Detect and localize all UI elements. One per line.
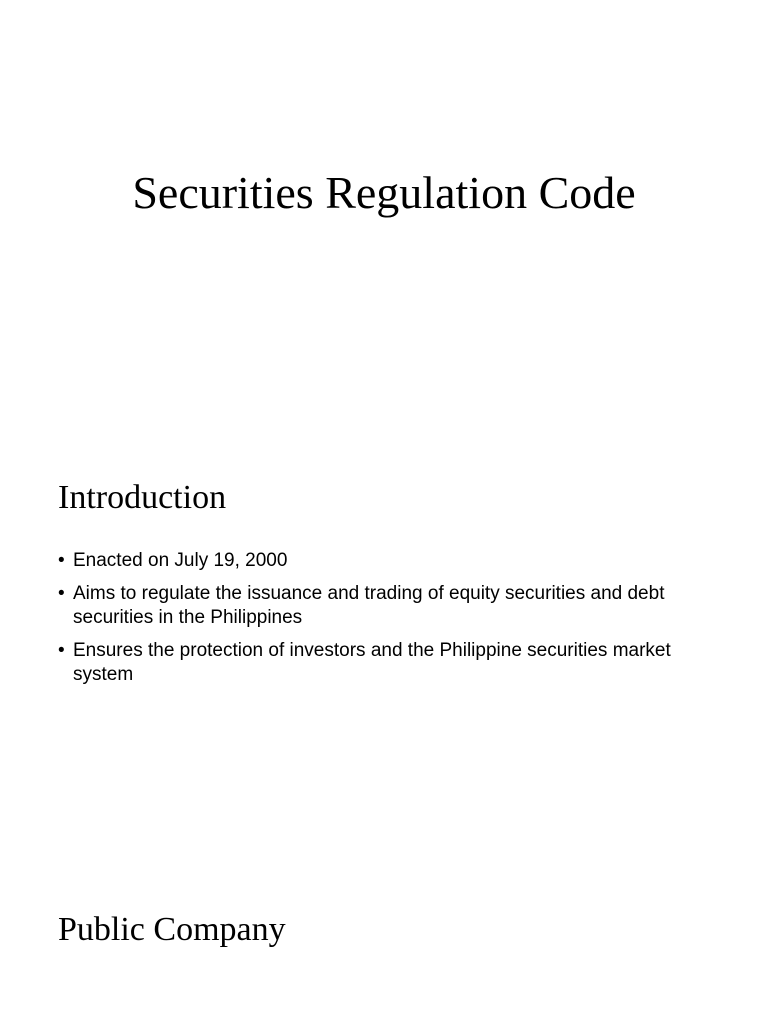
bullet-text: Enacted on July 19, 2000 (73, 550, 288, 571)
list-item (58, 549, 698, 573)
slide-introduction (0, 430, 768, 760)
section-heading-introduction: Introduction (58, 479, 227, 516)
bullet-text: Ensures the protection of investors and the Philippine securities market system (73, 640, 671, 685)
section-heading-public-company: Public Company (58, 911, 286, 948)
bullet-icon: • (58, 640, 65, 661)
bullet-list (58, 549, 698, 696)
list-item (58, 639, 698, 687)
list-item (58, 582, 698, 630)
page-title: Securities Regulation Code (132, 167, 636, 218)
bullet-text: Aims to regulate the issuance and trading of equity securities and debt securities in the Philippines (73, 583, 665, 628)
bullet-icon: • (58, 583, 65, 604)
slide-public-company (0, 870, 768, 1024)
bullet-icon: • (58, 550, 65, 571)
slide-title-page (0, 0, 768, 380)
